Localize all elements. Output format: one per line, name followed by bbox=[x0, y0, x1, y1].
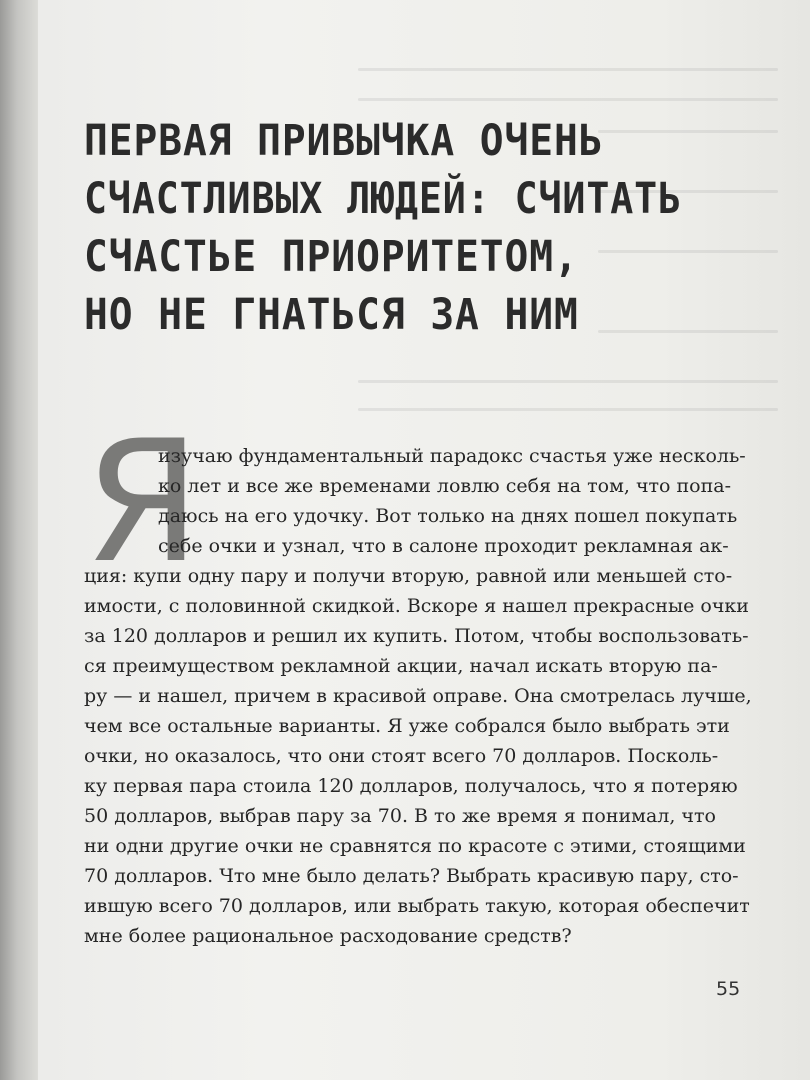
heading-line: НО НЕ ГНАТЬСЯ ЗА НИМ bbox=[84, 290, 579, 340]
show-through-text bbox=[358, 380, 778, 383]
heading-line: СЧАСТЛИВЫХ ЛЮДЕЙ: СЧИТАТЬ bbox=[84, 174, 683, 224]
heading-line: СЧАСТЬЕ ПРИОРИТЕТОМ, bbox=[84, 232, 579, 282]
text-line: 50 долларов, выбрав пару за 70. В то же время я понимал, что bbox=[84, 805, 716, 827]
text-line: имости, с половинной скидкой. Вскоре я нашел прекрасные очки bbox=[84, 595, 749, 617]
text-line: ру — и нашел, причем в красивой оправе. Она смотрелась лучше, bbox=[84, 685, 752, 707]
text-line: 70 долларов. Что мне было делать? Выбрать красивую пару, сто- bbox=[84, 865, 739, 887]
page-number: 55 bbox=[716, 978, 741, 1000]
text-line: очки, но оказалось, что они стоят всего 70 долларов. Посколь- bbox=[84, 745, 719, 767]
text-line: ко лет и все же временами ловлю себя на том, что попа- bbox=[158, 475, 732, 497]
text-line: даюсь на его удочку. Вот только на днях пошел покупать bbox=[158, 505, 738, 527]
text-line: чем все остальные варианты. Я уже собрался было выбрать эти bbox=[84, 715, 730, 737]
text-line: ни одни другие очки не сравнятся по красоте с этими, стоящими bbox=[84, 835, 746, 857]
text-line: ся преимуществом рекламной акции, начал искать вторую па- bbox=[84, 655, 718, 677]
text-line: ившую всего 70 долларов, или выбрать такую, которая обеспечит bbox=[84, 895, 750, 917]
page-gutter-shadow bbox=[0, 0, 38, 1080]
chapter-heading bbox=[84, 112, 683, 344]
show-through-text bbox=[358, 68, 778, 71]
show-through-text bbox=[358, 408, 778, 411]
text-line: ция: купи одну пару и получи вторую, равной или меньшей сто- bbox=[84, 565, 733, 587]
text-line: изучаю фундаментальный парадокс счастья уже несколь- bbox=[158, 445, 746, 467]
text-line: ку первая пара стоила 120 долларов, получалось, что я потеряю bbox=[84, 775, 738, 797]
show-through-text bbox=[358, 98, 778, 101]
text-line: себе очки и узнал, что в салоне проходит рекламная ак- bbox=[158, 535, 729, 557]
heading-line: ПЕРВАЯ ПРИВЫЧКА ОЧЕНЬ bbox=[84, 116, 604, 166]
text-line: за 120 долларов и решил их купить. Потом, чтобы воспользовать- bbox=[84, 625, 749, 647]
text-line: мне более рациональное расходование средств? bbox=[84, 925, 572, 947]
drop-cap-letter: Я bbox=[84, 404, 201, 600]
